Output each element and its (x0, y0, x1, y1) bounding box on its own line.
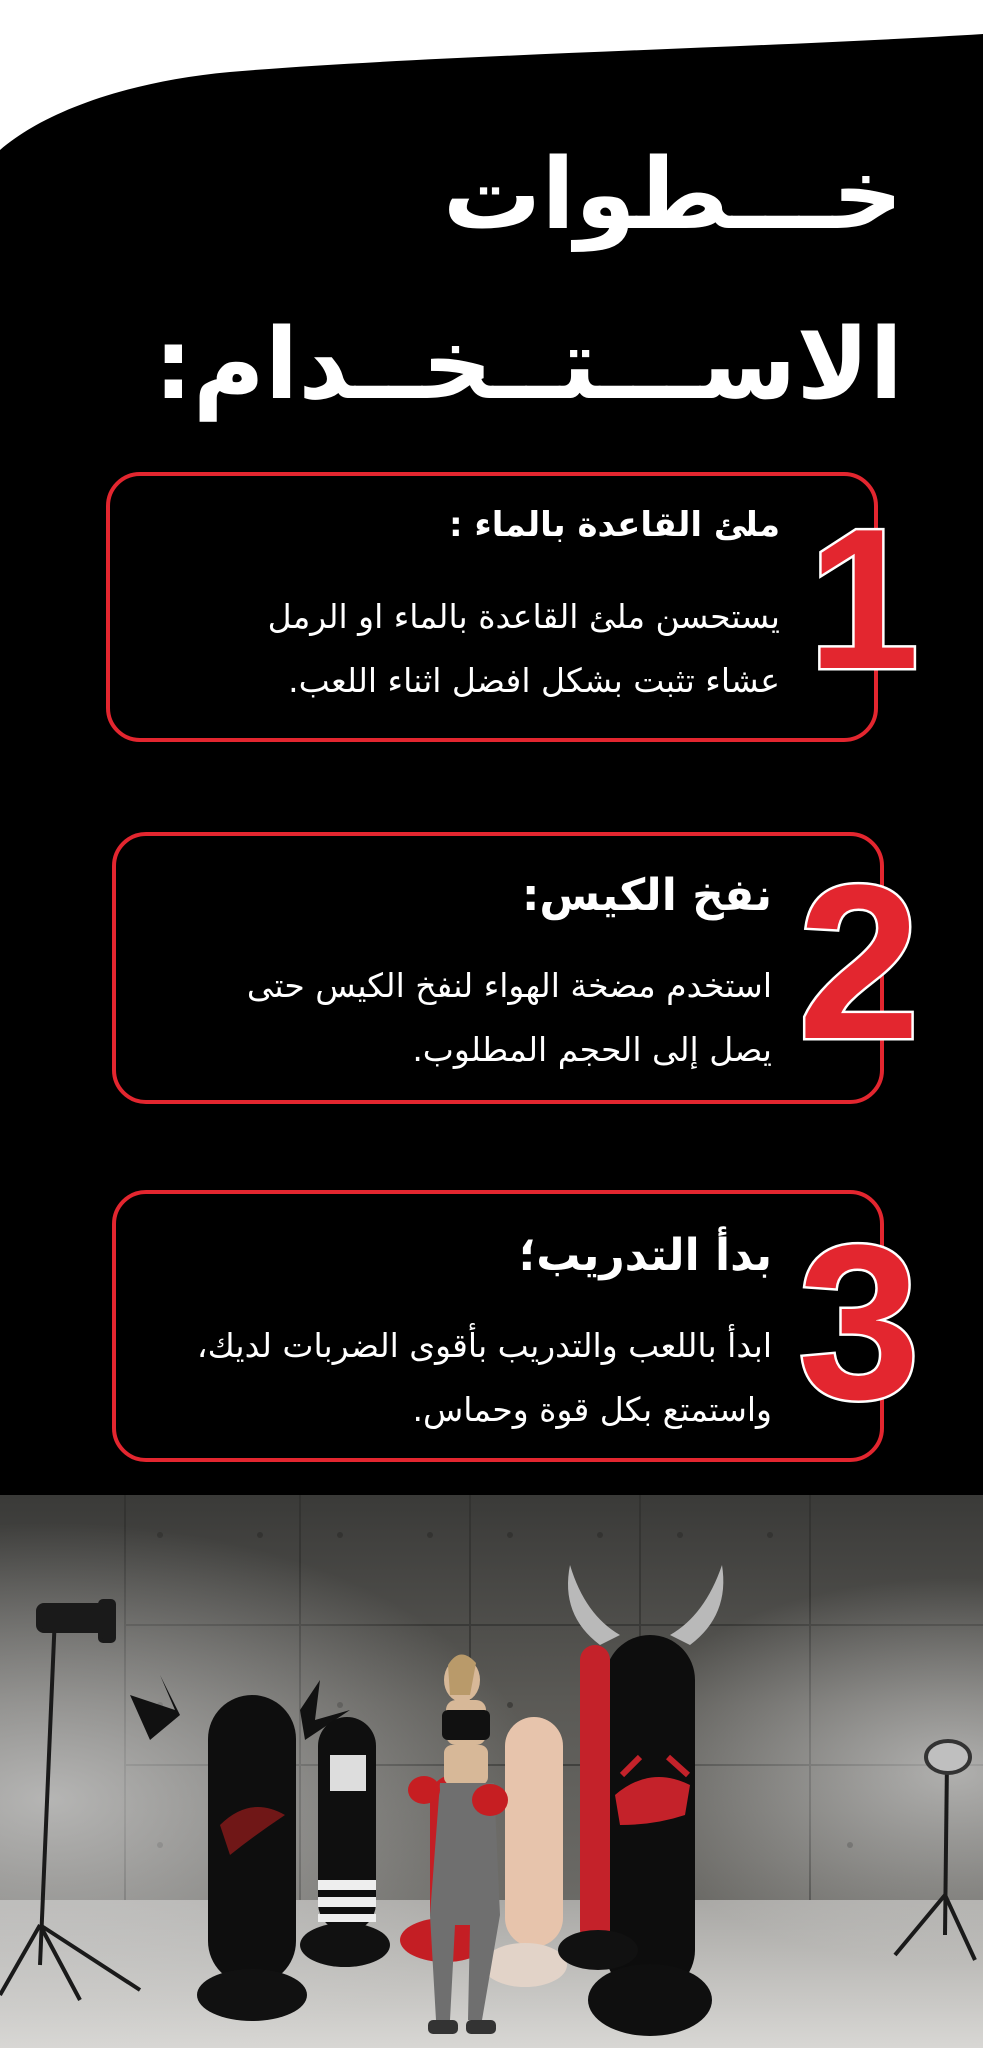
boxing-product-photo (0, 1495, 983, 2048)
step-body-2-line-2: يصل إلى الحجم المطلوب. (412, 1030, 772, 1069)
step-text-2 (150, 860, 772, 1080)
title-line-2: الاســـتــخــدام: (153, 308, 903, 422)
step-number-1: 1 (808, 488, 920, 711)
step-body-1-line-2: عشاء تثبت بشكل افضل اثناء اللعب. (288, 661, 780, 700)
page-title (83, 110, 903, 450)
step-body-1-line-1: يستحسن ملئ القاعدة بالماء او الرمل (267, 597, 780, 636)
step-body-1 (268, 585, 780, 713)
step-heading-3: بدأ التدريب؛ (518, 1230, 772, 1281)
step-body-2-line-1: استخدم مضخة الهواء لنفخ الكيس حتى (246, 966, 772, 1005)
title-line-1: خـــطوات (442, 138, 903, 252)
step-number-2: 2 (797, 839, 921, 1085)
step-body-3-line-1: ابدأ باللعب والتدريب بأقوى الضربات لديك، (196, 1326, 772, 1365)
step-body-3-line-2: واستمتع بكل قوة وحماس. (412, 1390, 772, 1429)
step-heading-2: نفخ الكيس: (521, 870, 772, 921)
step-text-1 (150, 500, 780, 720)
step-number-3: 3 (797, 1199, 921, 1445)
step-body-2 (247, 954, 772, 1082)
step-heading-1: ملئ القاعدة بالماء : (448, 505, 780, 545)
step-body-3 (197, 1314, 772, 1442)
step-text-3 (130, 1220, 772, 1440)
